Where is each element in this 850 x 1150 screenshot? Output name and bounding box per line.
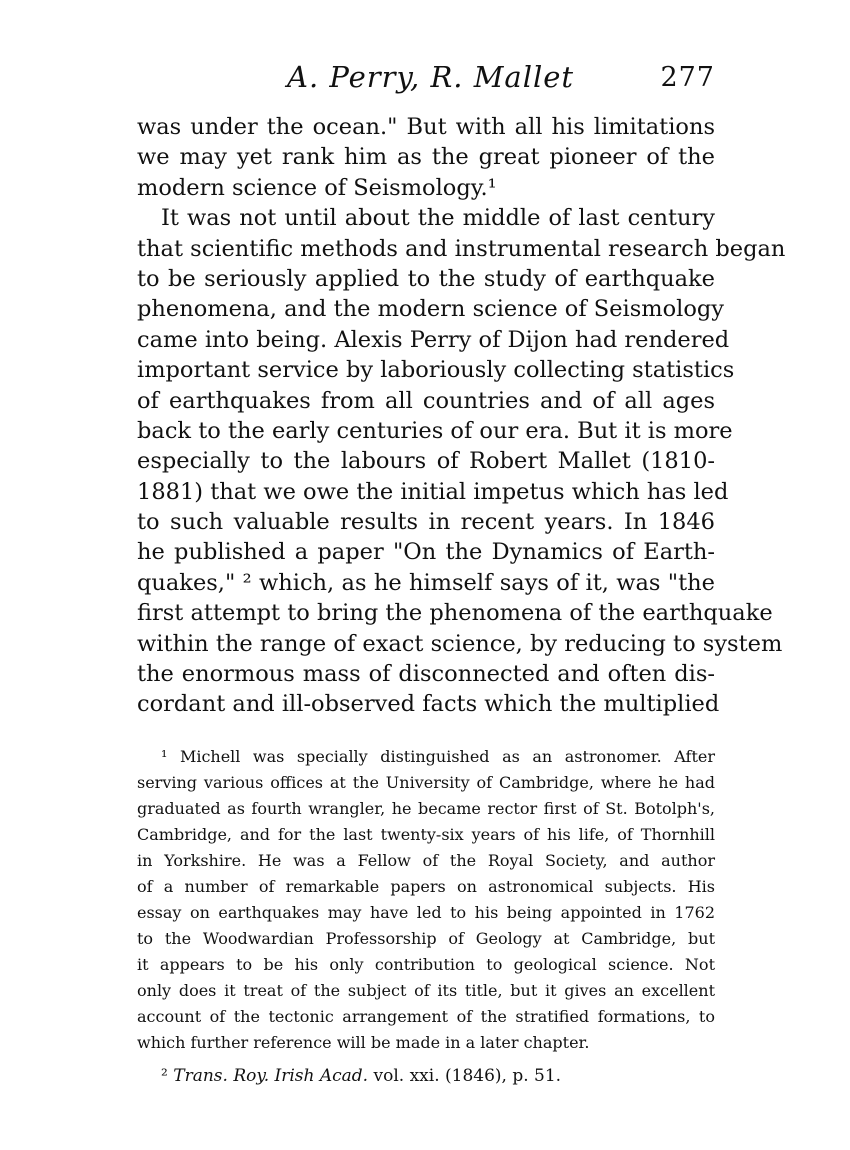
footnote-marker: ² — [161, 1066, 168, 1086]
text-line: first attempt to bring the phenomena of the earthquake — [137, 600, 773, 627]
footnote-line: serving various offices at the University of Cambridge, where he had — [137, 773, 715, 792]
running-head — [137, 60, 715, 100]
footnote-line: to the Woodwardian Professorship of Geology at Cambridge, but — [137, 929, 715, 948]
text-line: cordant and ill-observed facts which the multiplied — [137, 691, 720, 718]
footnote-line: Cambridge, and for the last twenty-six years of his life, of Thornhill — [137, 825, 715, 844]
running-title: A. Perry, R. Mallet — [287, 60, 575, 94]
text-line: to be seriously applied to the study of earthquake — [137, 265, 715, 292]
text-line: It was not until about the middle of last century — [161, 205, 715, 232]
footnote-line: only does it treat of the subject of its title, but it gives an excellent — [137, 981, 715, 1000]
footnote-line: ¹ Michell was specially distinguished as an astronomer. After — [161, 747, 715, 766]
text-line: that scientific methods and instrumental research began — [137, 235, 786, 262]
text-line: was under the ocean." But with all his limitations — [137, 114, 715, 140]
footnote-citation: vol. xxi. (1846), p. 51. — [368, 1066, 562, 1086]
footnote-source-title: Trans. Roy. Irish Acad. — [173, 1066, 369, 1086]
footnote-line: essay on earthquakes may have led to his being appointed in 1762 — [137, 903, 715, 922]
footnote-line: it appears to be his only contribution to geological science. Not — [137, 955, 715, 974]
footnotes — [137, 744, 715, 1090]
text-line: phenomena, and the modern science of Seismology — [137, 296, 725, 323]
text-line: he published a paper "On the Dynamics of Earth- — [137, 539, 715, 566]
footnote-line: in Yorkshire. He was a Fellow of the Royal Society, and author — [137, 851, 715, 870]
footnote-line: which further reference will be made in a later chapter. — [137, 1033, 590, 1052]
text-line: came into being. Alexis Perry of Dijon had rendered — [137, 326, 730, 353]
text-line: modern science of Seismology.¹ — [137, 174, 497, 201]
text-line: of earthquakes from all countries and of all ages — [137, 387, 715, 414]
footnote-line: graduated as fourth wrangler, he became rector first of St. Botolph's, — [137, 799, 715, 818]
text-line: we may yet rank him as the great pioneer of the — [137, 144, 715, 171]
footnote-line: account of the tectonic arrangement of the stratified formations, to — [137, 1007, 715, 1026]
footnote-line: of a number of remarkable papers on astronomical subjects. His — [137, 877, 715, 896]
text-line: important service by laboriously collecting statistics — [137, 357, 735, 384]
page-number: 277 — [660, 62, 715, 93]
text-line: especially to the labours of Robert Mallet (1810- — [137, 448, 715, 475]
text-line: within the range of exact science, by reducing to system — [137, 630, 783, 657]
text-line: 1881) that we owe the initial impetus which has led — [137, 478, 729, 505]
text-line: the enormous mass of disconnected and often dis- — [137, 661, 715, 688]
footnote-2 — [137, 1062, 715, 1090]
text-line: quakes," ² which, as he himself says of it, was "the — [137, 569, 715, 596]
text-line: back to the early centuries of our era. But it is more — [137, 417, 733, 444]
body-text — [137, 112, 786, 720]
text-line: to such valuable results in recent years. In 1846 — [137, 509, 715, 536]
